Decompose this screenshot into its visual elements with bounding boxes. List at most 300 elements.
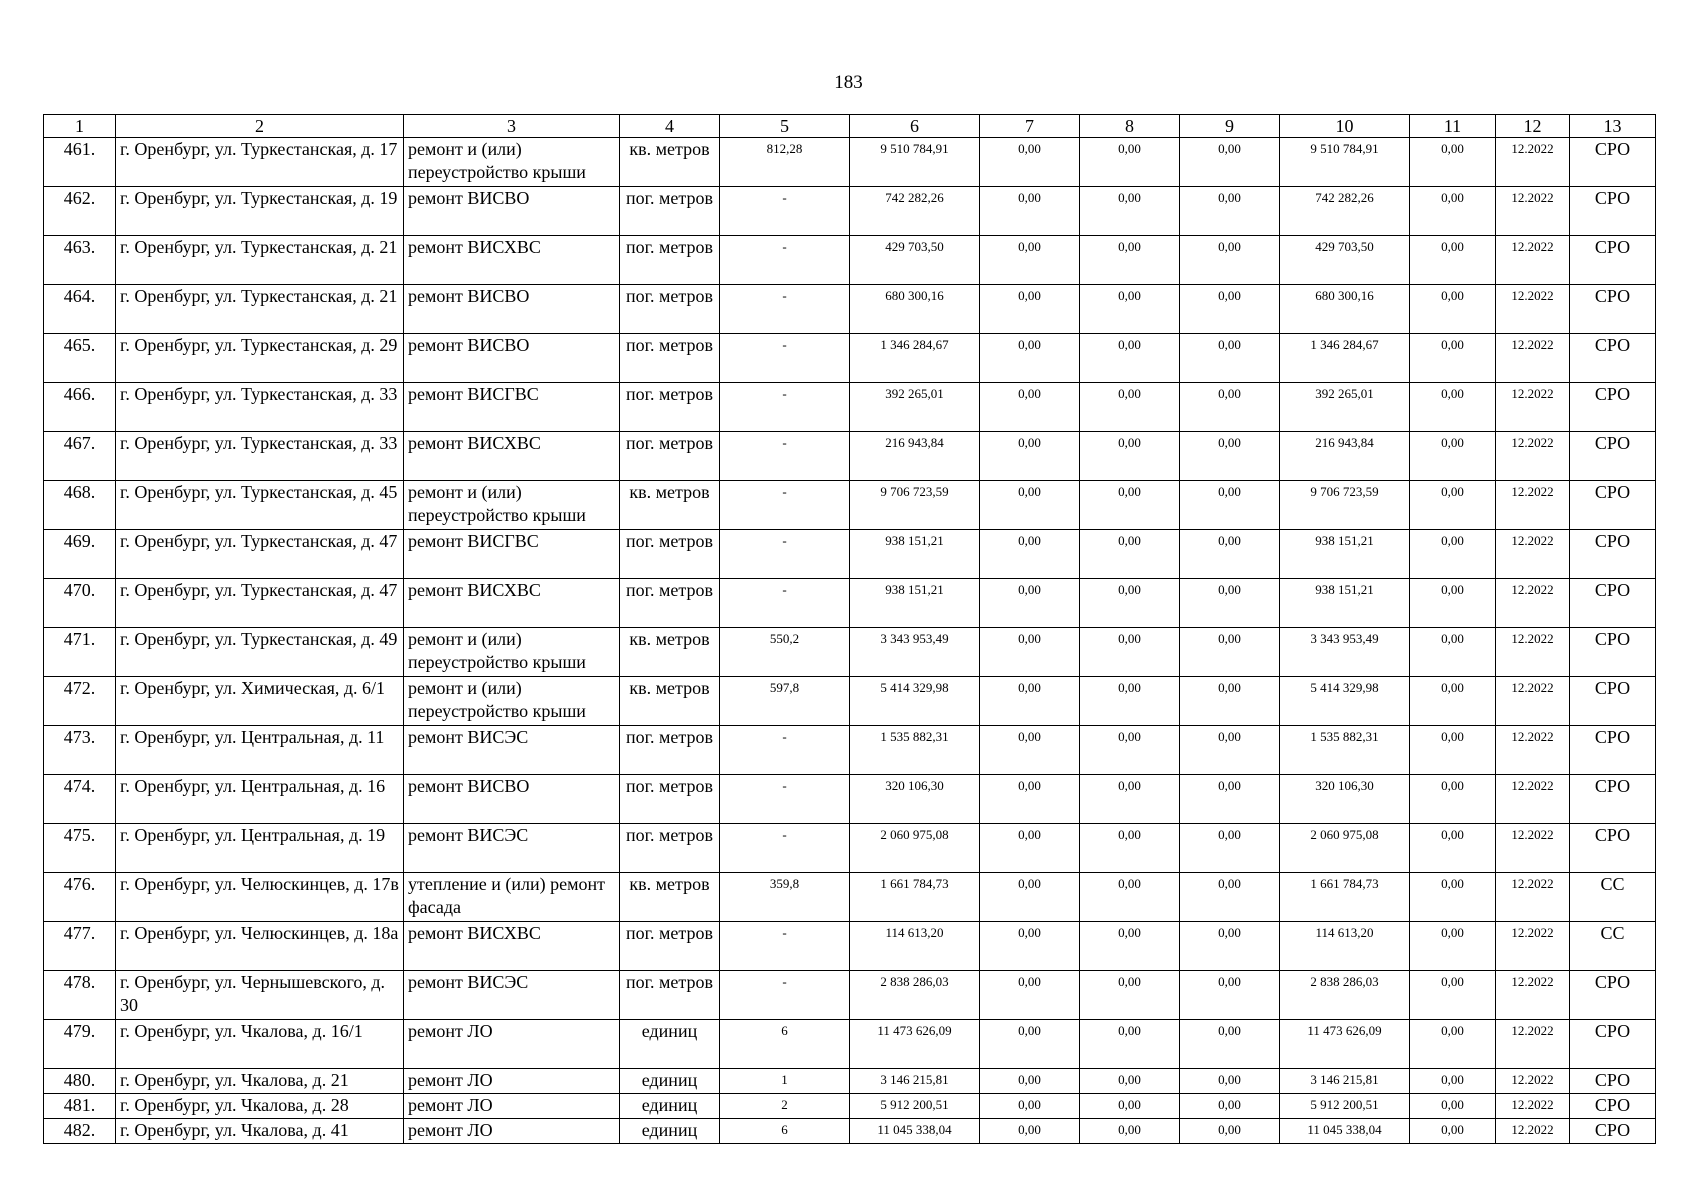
cost-col11-cell: 0,00 xyxy=(1410,628,1496,677)
cost-col10-cell: 1 535 882,31 xyxy=(1280,726,1410,775)
total-cost-cell: 429 703,50 xyxy=(850,236,980,285)
quantity-cell: - xyxy=(720,579,850,628)
completion-date-cell: 12.2022 xyxy=(1496,726,1570,775)
cost-col7-cell: 0,00 xyxy=(980,1119,1080,1144)
cost-col11-cell: 0,00 xyxy=(1410,1119,1496,1144)
unit-cell: пог. метров xyxy=(620,383,720,432)
table-header xyxy=(44,115,1656,138)
completion-date-cell: 12.2022 xyxy=(1496,824,1570,873)
method-cell: СРО xyxy=(1570,1020,1656,1069)
unit-cell: пог. метров xyxy=(620,334,720,383)
quantity-cell: - xyxy=(720,530,850,579)
work-type-cell: ремонт и (или) переустройство крыши xyxy=(404,677,620,726)
cost-col8-cell: 0,00 xyxy=(1080,1069,1180,1094)
address-cell: г. Оренбург, ул. Туркестанская, д. 49 xyxy=(116,628,404,677)
address-cell: г. Оренбург, ул. Туркестанская, д. 33 xyxy=(116,383,404,432)
unit-cell: единиц xyxy=(620,1020,720,1069)
row-number: 475. xyxy=(44,824,116,873)
quantity-cell: - xyxy=(720,726,850,775)
cost-col11-cell: 0,00 xyxy=(1410,971,1496,1020)
cost-col8-cell: 0,00 xyxy=(1080,432,1180,481)
address-cell: г. Оренбург, ул. Туркестанская, д. 21 xyxy=(116,236,404,285)
row-number: 461. xyxy=(44,138,116,187)
cost-col8-cell: 0,00 xyxy=(1080,971,1180,1020)
cost-col11-cell: 0,00 xyxy=(1410,530,1496,579)
unit-cell: пог. метров xyxy=(620,726,720,775)
repair-registry-table xyxy=(43,114,1656,1144)
column-header: 3 xyxy=(404,115,620,138)
unit-cell: пог. метров xyxy=(620,824,720,873)
cost-col8-cell: 0,00 xyxy=(1080,824,1180,873)
cost-col9-cell: 0,00 xyxy=(1180,1119,1280,1144)
quantity-cell: - xyxy=(720,922,850,971)
method-cell: СРО xyxy=(1570,824,1656,873)
cost-col11-cell: 0,00 xyxy=(1410,138,1496,187)
cost-col8-cell: 0,00 xyxy=(1080,530,1180,579)
work-type-cell: ремонт ЛО xyxy=(404,1020,620,1069)
cost-col10-cell: 680 300,16 xyxy=(1280,285,1410,334)
cost-col11-cell: 0,00 xyxy=(1410,726,1496,775)
column-header: 5 xyxy=(720,115,850,138)
row-number: 464. xyxy=(44,285,116,334)
work-type-cell: ремонт ВИСХВС xyxy=(404,432,620,481)
unit-cell: кв. метров xyxy=(620,628,720,677)
address-cell: г. Оренбург, ул. Челюскинцев, д. 17в xyxy=(116,873,404,922)
table-row xyxy=(44,1069,1656,1094)
cost-col11-cell: 0,00 xyxy=(1410,187,1496,236)
cost-col9-cell: 0,00 xyxy=(1180,1069,1280,1094)
table-row xyxy=(44,726,1656,775)
work-type-cell: ремонт и (или) переустройство крыши xyxy=(404,628,620,677)
address-cell: г. Оренбург, ул. Челюскинцев, д. 18а xyxy=(116,922,404,971)
completion-date-cell: 12.2022 xyxy=(1496,1119,1570,1144)
cost-col7-cell: 0,00 xyxy=(980,775,1080,824)
cost-col8-cell: 0,00 xyxy=(1080,726,1180,775)
address-cell: г. Оренбург, ул. Туркестанская, д. 33 xyxy=(116,432,404,481)
cost-col10-cell: 11 473 626,09 xyxy=(1280,1020,1410,1069)
total-cost-cell: 392 265,01 xyxy=(850,383,980,432)
cost-col9-cell: 0,00 xyxy=(1180,530,1280,579)
quantity-cell: - xyxy=(720,383,850,432)
table-row xyxy=(44,873,1656,922)
work-type-cell: ремонт ВИСГВС xyxy=(404,383,620,432)
address-cell: г. Оренбург, ул. Туркестанская, д. 29 xyxy=(116,334,404,383)
total-cost-cell: 938 151,21 xyxy=(850,579,980,628)
method-cell: СРО xyxy=(1570,481,1656,530)
cost-col8-cell: 0,00 xyxy=(1080,383,1180,432)
cost-col11-cell: 0,00 xyxy=(1410,775,1496,824)
cost-col9-cell: 0,00 xyxy=(1180,1020,1280,1069)
work-type-cell: ремонт ВИСХВС xyxy=(404,236,620,285)
work-type-cell: ремонт ЛО xyxy=(404,1069,620,1094)
cost-col11-cell: 0,00 xyxy=(1410,1094,1496,1119)
completion-date-cell: 12.2022 xyxy=(1496,530,1570,579)
address-cell: г. Оренбург, ул. Чкалова, д. 28 xyxy=(116,1094,404,1119)
total-cost-cell: 5 414 329,98 xyxy=(850,677,980,726)
cost-col9-cell: 0,00 xyxy=(1180,1094,1280,1119)
unit-cell: пог. метров xyxy=(620,775,720,824)
cost-col7-cell: 0,00 xyxy=(980,971,1080,1020)
cost-col7-cell: 0,00 xyxy=(980,922,1080,971)
completion-date-cell: 12.2022 xyxy=(1496,432,1570,481)
row-number: 469. xyxy=(44,530,116,579)
cost-col10-cell: 3 146 215,81 xyxy=(1280,1069,1410,1094)
column-header: 4 xyxy=(620,115,720,138)
row-number: 468. xyxy=(44,481,116,530)
cost-col10-cell: 216 943,84 xyxy=(1280,432,1410,481)
page-number: 183 xyxy=(834,72,863,93)
total-cost-cell: 2 838 286,03 xyxy=(850,971,980,1020)
method-cell: СРО xyxy=(1570,677,1656,726)
completion-date-cell: 12.2022 xyxy=(1496,138,1570,187)
cost-col10-cell: 429 703,50 xyxy=(1280,236,1410,285)
work-type-cell: ремонт ЛО xyxy=(404,1119,620,1144)
completion-date-cell: 12.2022 xyxy=(1496,922,1570,971)
cost-col9-cell: 0,00 xyxy=(1180,187,1280,236)
row-number: 463. xyxy=(44,236,116,285)
cost-col10-cell: 114 613,20 xyxy=(1280,922,1410,971)
cost-col10-cell: 938 151,21 xyxy=(1280,530,1410,579)
unit-cell: кв. метров xyxy=(620,677,720,726)
method-cell: СРО xyxy=(1570,187,1656,236)
table-row xyxy=(44,1119,1656,1144)
row-number: 467. xyxy=(44,432,116,481)
quantity-cell: - xyxy=(720,824,850,873)
cost-col10-cell: 9 510 784,91 xyxy=(1280,138,1410,187)
cost-col8-cell: 0,00 xyxy=(1080,285,1180,334)
address-cell: г. Оренбург, ул. Туркестанская, д. 19 xyxy=(116,187,404,236)
completion-date-cell: 12.2022 xyxy=(1496,1094,1570,1119)
cost-col7-cell: 0,00 xyxy=(980,579,1080,628)
column-header: 1 xyxy=(44,115,116,138)
unit-cell: кв. метров xyxy=(620,873,720,922)
cost-col7-cell: 0,00 xyxy=(980,873,1080,922)
row-number: 479. xyxy=(44,1020,116,1069)
cost-col9-cell: 0,00 xyxy=(1180,922,1280,971)
table-row xyxy=(44,628,1656,677)
cost-col8-cell: 0,00 xyxy=(1080,481,1180,530)
unit-cell: единиц xyxy=(620,1119,720,1144)
unit-cell: пог. метров xyxy=(620,236,720,285)
method-cell: СРО xyxy=(1570,432,1656,481)
row-number: 478. xyxy=(44,971,116,1020)
unit-cell: кв. метров xyxy=(620,481,720,530)
cost-col7-cell: 0,00 xyxy=(980,677,1080,726)
cost-col9-cell: 0,00 xyxy=(1180,971,1280,1020)
method-cell: СРО xyxy=(1570,579,1656,628)
quantity-cell: - xyxy=(720,775,850,824)
unit-cell: пог. метров xyxy=(620,285,720,334)
quantity-cell: 597,8 xyxy=(720,677,850,726)
method-cell: СРО xyxy=(1570,285,1656,334)
cost-col11-cell: 0,00 xyxy=(1410,334,1496,383)
method-cell: СРО xyxy=(1570,1069,1656,1094)
cost-col8-cell: 0,00 xyxy=(1080,579,1180,628)
cost-col8-cell: 0,00 xyxy=(1080,1119,1180,1144)
completion-date-cell: 12.2022 xyxy=(1496,383,1570,432)
table-row xyxy=(44,530,1656,579)
cost-col9-cell: 0,00 xyxy=(1180,334,1280,383)
completion-date-cell: 12.2022 xyxy=(1496,1020,1570,1069)
table-row xyxy=(44,383,1656,432)
table-row xyxy=(44,236,1656,285)
quantity-cell: - xyxy=(720,187,850,236)
row-number: 470. xyxy=(44,579,116,628)
completion-date-cell: 12.2022 xyxy=(1496,285,1570,334)
row-number: 472. xyxy=(44,677,116,726)
total-cost-cell: 742 282,26 xyxy=(850,187,980,236)
address-cell: г. Оренбург, ул. Чернышевского, д. 30 xyxy=(116,971,404,1020)
completion-date-cell: 12.2022 xyxy=(1496,579,1570,628)
column-header: 6 xyxy=(850,115,980,138)
quantity-cell: 6 xyxy=(720,1020,850,1069)
work-type-cell: ремонт ВИСХВС xyxy=(404,922,620,971)
method-cell: СРО xyxy=(1570,383,1656,432)
cost-col10-cell: 1 661 784,73 xyxy=(1280,873,1410,922)
cost-col7-cell: 0,00 xyxy=(980,628,1080,677)
cost-col11-cell: 0,00 xyxy=(1410,824,1496,873)
total-cost-cell: 938 151,21 xyxy=(850,530,980,579)
table-row xyxy=(44,971,1656,1020)
quantity-cell: 359,8 xyxy=(720,873,850,922)
address-cell: г. Оренбург, ул. Химическая, д. 6/1 xyxy=(116,677,404,726)
cost-col8-cell: 0,00 xyxy=(1080,236,1180,285)
cost-col8-cell: 0,00 xyxy=(1080,1020,1180,1069)
work-type-cell: ремонт ВИСЭС xyxy=(404,726,620,775)
completion-date-cell: 12.2022 xyxy=(1496,187,1570,236)
method-cell: СРО xyxy=(1570,971,1656,1020)
cost-col9-cell: 0,00 xyxy=(1180,285,1280,334)
quantity-cell: 1 xyxy=(720,1069,850,1094)
row-number: 471. xyxy=(44,628,116,677)
cost-col9-cell: 0,00 xyxy=(1180,726,1280,775)
work-type-cell: ремонт ВИСХВС xyxy=(404,579,620,628)
work-type-cell: ремонт ВИСВО xyxy=(404,285,620,334)
quantity-cell: 550,2 xyxy=(720,628,850,677)
completion-date-cell: 12.2022 xyxy=(1496,971,1570,1020)
cost-col8-cell: 0,00 xyxy=(1080,922,1180,971)
cost-col7-cell: 0,00 xyxy=(980,334,1080,383)
cost-col11-cell: 0,00 xyxy=(1410,922,1496,971)
unit-cell: единиц xyxy=(620,1094,720,1119)
total-cost-cell: 1 661 784,73 xyxy=(850,873,980,922)
unit-cell: пог. метров xyxy=(620,971,720,1020)
total-cost-cell: 114 613,20 xyxy=(850,922,980,971)
unit-cell: пог. метров xyxy=(620,187,720,236)
work-type-cell: ремонт и (или) переустройство крыши xyxy=(404,481,620,530)
cost-col7-cell: 0,00 xyxy=(980,285,1080,334)
cost-col10-cell: 5 414 329,98 xyxy=(1280,677,1410,726)
completion-date-cell: 12.2022 xyxy=(1496,775,1570,824)
work-type-cell: ремонт ВИСЭС xyxy=(404,824,620,873)
address-cell: г. Оренбург, ул. Чкалова, д. 21 xyxy=(116,1069,404,1094)
cost-col7-cell: 0,00 xyxy=(980,383,1080,432)
cost-col10-cell: 938 151,21 xyxy=(1280,579,1410,628)
work-type-cell: ремонт ЛО xyxy=(404,1094,620,1119)
address-cell: г. Оренбург, ул. Чкалова, д. 41 xyxy=(116,1119,404,1144)
row-number: 466. xyxy=(44,383,116,432)
cost-col11-cell: 0,00 xyxy=(1410,236,1496,285)
completion-date-cell: 12.2022 xyxy=(1496,481,1570,530)
column-header: 12 xyxy=(1496,115,1570,138)
table-row xyxy=(44,138,1656,187)
cost-col7-cell: 0,00 xyxy=(980,530,1080,579)
total-cost-cell: 1 346 284,67 xyxy=(850,334,980,383)
cost-col10-cell: 5 912 200,51 xyxy=(1280,1094,1410,1119)
quantity-cell: 6 xyxy=(720,1119,850,1144)
cost-col11-cell: 0,00 xyxy=(1410,432,1496,481)
cost-col7-cell: 0,00 xyxy=(980,236,1080,285)
total-cost-cell: 11 045 338,04 xyxy=(850,1119,980,1144)
cost-col9-cell: 0,00 xyxy=(1180,579,1280,628)
table-row xyxy=(44,579,1656,628)
cost-col9-cell: 0,00 xyxy=(1180,383,1280,432)
address-cell: г. Оренбург, ул. Центральная, д. 19 xyxy=(116,824,404,873)
total-cost-cell: 216 943,84 xyxy=(850,432,980,481)
cost-col10-cell: 2 838 286,03 xyxy=(1280,971,1410,1020)
table-row xyxy=(44,824,1656,873)
cost-col9-cell: 0,00 xyxy=(1180,775,1280,824)
cost-col8-cell: 0,00 xyxy=(1080,775,1180,824)
row-number: 476. xyxy=(44,873,116,922)
total-cost-cell: 3 146 215,81 xyxy=(850,1069,980,1094)
quantity-cell: 812,28 xyxy=(720,138,850,187)
cost-col11-cell: 0,00 xyxy=(1410,579,1496,628)
column-header: 11 xyxy=(1410,115,1496,138)
cost-col11-cell: 0,00 xyxy=(1410,677,1496,726)
table-row xyxy=(44,432,1656,481)
quantity-cell: - xyxy=(720,236,850,285)
row-number: 474. xyxy=(44,775,116,824)
address-cell: г. Оренбург, ул. Центральная, д. 11 xyxy=(116,726,404,775)
row-number: 480. xyxy=(44,1069,116,1094)
column-header: 8 xyxy=(1080,115,1180,138)
cost-col8-cell: 0,00 xyxy=(1080,1094,1180,1119)
table-row xyxy=(44,334,1656,383)
address-cell: г. Оренбург, ул. Туркестанская, д. 45 xyxy=(116,481,404,530)
cost-col8-cell: 0,00 xyxy=(1080,873,1180,922)
total-cost-cell: 3 343 953,49 xyxy=(850,628,980,677)
cost-col8-cell: 0,00 xyxy=(1080,628,1180,677)
column-header: 13 xyxy=(1570,115,1656,138)
cost-col10-cell: 320 106,30 xyxy=(1280,775,1410,824)
completion-date-cell: 12.2022 xyxy=(1496,236,1570,285)
unit-cell: пог. метров xyxy=(620,432,720,481)
cost-col8-cell: 0,00 xyxy=(1080,138,1180,187)
completion-date-cell: 12.2022 xyxy=(1496,873,1570,922)
cost-col7-cell: 0,00 xyxy=(980,481,1080,530)
table-body xyxy=(44,138,1656,1144)
cost-col11-cell: 0,00 xyxy=(1410,285,1496,334)
table-row xyxy=(44,1094,1656,1119)
row-number: 465. xyxy=(44,334,116,383)
total-cost-cell: 5 912 200,51 xyxy=(850,1094,980,1119)
cost-col10-cell: 392 265,01 xyxy=(1280,383,1410,432)
cost-col9-cell: 0,00 xyxy=(1180,873,1280,922)
unit-cell: пог. метров xyxy=(620,530,720,579)
method-cell: СРО xyxy=(1570,775,1656,824)
method-cell: СРО xyxy=(1570,726,1656,775)
method-cell: СРО xyxy=(1570,530,1656,579)
work-type-cell: ремонт ВИСЭС xyxy=(404,971,620,1020)
address-cell: г. Оренбург, ул. Туркестанская, д. 47 xyxy=(116,530,404,579)
cost-col9-cell: 0,00 xyxy=(1180,432,1280,481)
total-cost-cell: 11 473 626,09 xyxy=(850,1020,980,1069)
method-cell: СРО xyxy=(1570,334,1656,383)
work-type-cell: ремонт ВИСВО xyxy=(404,775,620,824)
address-cell: г. Оренбург, ул. Чкалова, д. 16/1 xyxy=(116,1020,404,1069)
unit-cell: пог. метров xyxy=(620,922,720,971)
table-row xyxy=(44,285,1656,334)
cost-col9-cell: 0,00 xyxy=(1180,236,1280,285)
completion-date-cell: 12.2022 xyxy=(1496,334,1570,383)
column-header: 9 xyxy=(1180,115,1280,138)
method-cell: СРО xyxy=(1570,138,1656,187)
cost-col9-cell: 0,00 xyxy=(1180,628,1280,677)
cost-col7-cell: 0,00 xyxy=(980,1020,1080,1069)
method-cell: СРО xyxy=(1570,628,1656,677)
total-cost-cell: 320 106,30 xyxy=(850,775,980,824)
row-number: 482. xyxy=(44,1119,116,1144)
cost-col10-cell: 2 060 975,08 xyxy=(1280,824,1410,873)
address-cell: г. Оренбург, ул. Туркестанская, д. 47 xyxy=(116,579,404,628)
column-number-row xyxy=(44,115,1656,138)
work-type-cell: утепление и (или) ремонт фасада xyxy=(404,873,620,922)
cost-col9-cell: 0,00 xyxy=(1180,138,1280,187)
completion-date-cell: 12.2022 xyxy=(1496,1069,1570,1094)
cost-col8-cell: 0,00 xyxy=(1080,187,1180,236)
table-row xyxy=(44,1020,1656,1069)
cost-col7-cell: 0,00 xyxy=(980,1069,1080,1094)
table-row xyxy=(44,677,1656,726)
cost-col10-cell: 3 343 953,49 xyxy=(1280,628,1410,677)
cost-col10-cell: 11 045 338,04 xyxy=(1280,1119,1410,1144)
column-header: 7 xyxy=(980,115,1080,138)
total-cost-cell: 9 510 784,91 xyxy=(850,138,980,187)
cost-col9-cell: 0,00 xyxy=(1180,677,1280,726)
table-row xyxy=(44,187,1656,236)
method-cell: СРО xyxy=(1570,236,1656,285)
column-header: 10 xyxy=(1280,115,1410,138)
cost-col10-cell: 742 282,26 xyxy=(1280,187,1410,236)
method-cell: СС xyxy=(1570,873,1656,922)
quantity-cell: - xyxy=(720,334,850,383)
cost-col11-cell: 0,00 xyxy=(1410,1020,1496,1069)
total-cost-cell: 2 060 975,08 xyxy=(850,824,980,873)
unit-cell: пог. метров xyxy=(620,579,720,628)
total-cost-cell: 1 535 882,31 xyxy=(850,726,980,775)
cost-col8-cell: 0,00 xyxy=(1080,334,1180,383)
completion-date-cell: 12.2022 xyxy=(1496,628,1570,677)
cost-col11-cell: 0,00 xyxy=(1410,873,1496,922)
cost-col7-cell: 0,00 xyxy=(980,187,1080,236)
cost-col11-cell: 0,00 xyxy=(1410,1069,1496,1094)
table-row xyxy=(44,481,1656,530)
cost-col10-cell: 1 346 284,67 xyxy=(1280,334,1410,383)
work-type-cell: ремонт ВИСГВС xyxy=(404,530,620,579)
cost-col9-cell: 0,00 xyxy=(1180,481,1280,530)
address-cell: г. Оренбург, ул. Туркестанская, д. 17 xyxy=(116,138,404,187)
total-cost-cell: 9 706 723,59 xyxy=(850,481,980,530)
work-type-cell: ремонт и (или) переустройство крыши xyxy=(404,138,620,187)
cost-col10-cell: 9 706 723,59 xyxy=(1280,481,1410,530)
quantity-cell: - xyxy=(720,285,850,334)
cost-col7-cell: 0,00 xyxy=(980,726,1080,775)
quantity-cell: - xyxy=(720,432,850,481)
total-cost-cell: 680 300,16 xyxy=(850,285,980,334)
cost-col8-cell: 0,00 xyxy=(1080,677,1180,726)
cost-col7-cell: 0,00 xyxy=(980,138,1080,187)
